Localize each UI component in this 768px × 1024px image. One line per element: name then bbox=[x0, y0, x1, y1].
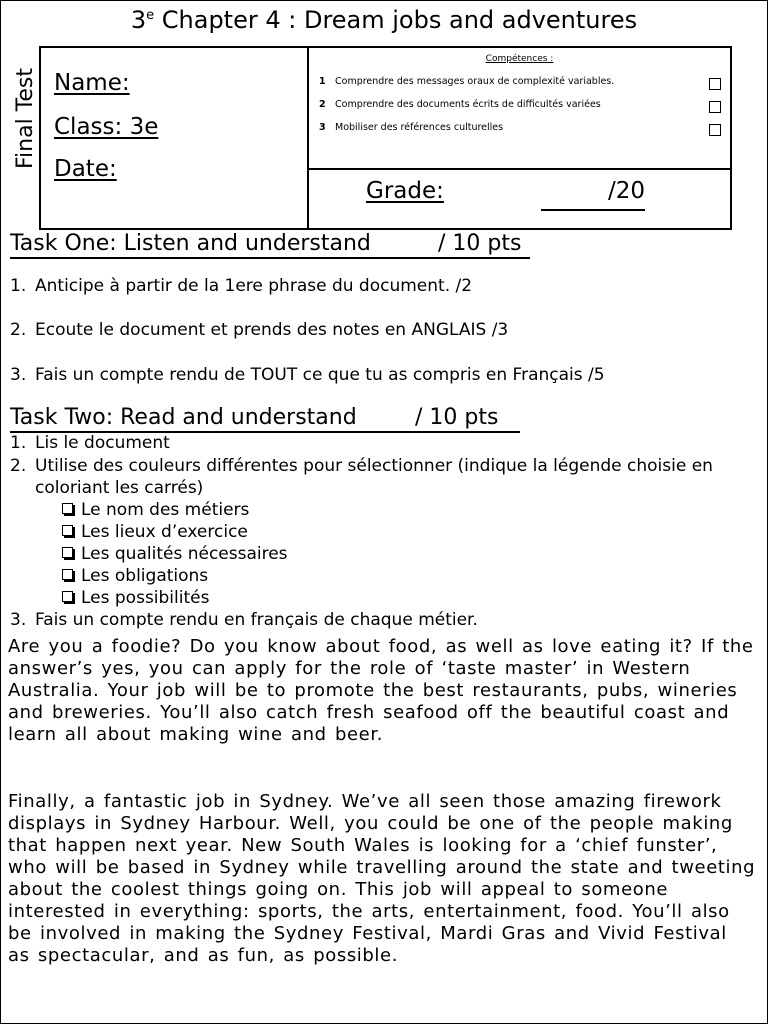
grade-label bbox=[366, 178, 444, 204]
competence-item bbox=[319, 76, 614, 87]
legend-checkbox[interactable] bbox=[62, 525, 73, 536]
box-divider bbox=[307, 48, 309, 228]
task-two-points: / 10 pts bbox=[415, 405, 499, 430]
task-one-title-text: Task One: Listen and understand bbox=[10, 231, 371, 256]
task-two-item bbox=[10, 455, 758, 499]
date-field[interactable] bbox=[54, 156, 117, 182]
legend-label: Les qualités nécessaires bbox=[81, 544, 288, 564]
class-label: Class: 3e bbox=[54, 114, 159, 140]
legend-label: Les possibilités bbox=[81, 588, 210, 608]
competence-text: Mobiliser des références culturelles bbox=[335, 122, 504, 133]
legend-item[interactable] bbox=[62, 566, 208, 586]
legend-checkbox[interactable] bbox=[62, 591, 73, 602]
competence-number: 2 bbox=[319, 99, 326, 110]
class-field[interactable] bbox=[54, 114, 158, 140]
task-one-item bbox=[10, 320, 508, 340]
task-two-title bbox=[10, 405, 520, 433]
item-text: Lis le document bbox=[35, 433, 170, 453]
competence-text: Comprendre des messages oraux de complexité variables. bbox=[335, 76, 615, 87]
item-number: 1. bbox=[10, 276, 27, 296]
title-superscript: e bbox=[146, 8, 155, 23]
name-label: Name: bbox=[54, 70, 130, 96]
task-one-points: / 10 pts bbox=[438, 231, 522, 256]
document-paragraph: Are you a foodie? Do you know about food, as well as love eating it? If the answer’s yes, you can apply for the role of ‘taste master’ in Western Australia. Your job will be to promote the best restaurants, pubs, wineries and breweries. You’ll also catch fresh seafood off the beautiful coast and learn all about making wine and beer. bbox=[8, 636, 754, 745]
competences-title: Compétences : bbox=[485, 54, 554, 64]
task-one-item bbox=[10, 276, 472, 296]
item-text: Anticipe à partir de la 1ere phrase du document. /2 bbox=[35, 276, 473, 296]
item-text: Fais un compte rendu de TOUT ce que tu as compris en Français /5 bbox=[35, 365, 605, 385]
competence-number: 3 bbox=[319, 122, 326, 133]
task-two-item bbox=[10, 433, 170, 453]
competence-item bbox=[319, 122, 503, 133]
grade-value[interactable]: /20 bbox=[541, 178, 645, 211]
item-text: Fais un compte rendu en français de chaque métier. bbox=[35, 610, 478, 630]
date-label: Date: bbox=[54, 156, 117, 182]
grade-label-text: Grade: bbox=[366, 178, 444, 204]
legend-label: Le nom des métiers bbox=[81, 500, 250, 520]
item-text: Ecoute le document et prends des notes en ANGLAIS /3 bbox=[35, 320, 509, 340]
final-test-label: Final Test bbox=[13, 67, 38, 169]
item-text: Utilise des couleurs différentes pour sélectionner (indique la légende choisie en coloriant les carrés) bbox=[35, 456, 713, 498]
competence-text: Comprendre des documents écrits de difficultés variées bbox=[335, 99, 601, 110]
page-title bbox=[0, 6, 768, 34]
competence-item bbox=[319, 99, 601, 110]
item-number: 2. bbox=[10, 456, 27, 476]
task-two-item bbox=[10, 610, 478, 630]
task-two-title-text: Task Two: Read and understand bbox=[10, 405, 357, 430]
competence-checkbox[interactable] bbox=[709, 101, 721, 113]
legend-checkbox[interactable] bbox=[62, 503, 73, 514]
legend-checkbox[interactable] bbox=[62, 569, 73, 580]
legend-item[interactable] bbox=[62, 500, 249, 520]
title-number: 3 bbox=[130, 6, 147, 34]
legend-item[interactable] bbox=[62, 522, 248, 542]
task-one-item bbox=[10, 365, 605, 385]
legend-label: Les obligations bbox=[81, 566, 209, 586]
legend-checkbox[interactable] bbox=[62, 547, 73, 558]
competence-checkbox[interactable] bbox=[709, 78, 721, 90]
competence-number: 1 bbox=[319, 76, 326, 87]
item-number: 3. bbox=[10, 610, 27, 630]
title-text: Chapter 4 : Dream jobs and adventures bbox=[154, 6, 638, 34]
legend-label: Les lieux d’exercice bbox=[81, 522, 248, 542]
box-separator bbox=[309, 168, 730, 170]
document-paragraph: Finally, a fantastic job in Sydney. We’ve all seen those amazing firework displays in Sydney Harbour. Well, you could be one of the people making that happen next year. New South Wales is looking for a ‘chief funster’, who will be based in Sydney while travelling around the state and tweeting about the coolest things going on. This job will appeal to someone interested in everything: sports, the arts, entertainment, food. You’ll also be involved in making the Sydney Festival, Mardi Gras and Vivid Festival as spectacular, and as fun, as possible. bbox=[8, 791, 756, 966]
item-number: 1. bbox=[10, 433, 27, 453]
item-number: 3. bbox=[10, 365, 27, 385]
item-number: 2. bbox=[10, 320, 27, 340]
task-one-title bbox=[10, 231, 530, 259]
student-info-box bbox=[39, 46, 732, 230]
name-field[interactable] bbox=[54, 70, 130, 96]
competence-checkbox[interactable] bbox=[709, 124, 721, 136]
legend-item[interactable] bbox=[62, 544, 288, 564]
legend-item[interactable] bbox=[62, 588, 209, 608]
